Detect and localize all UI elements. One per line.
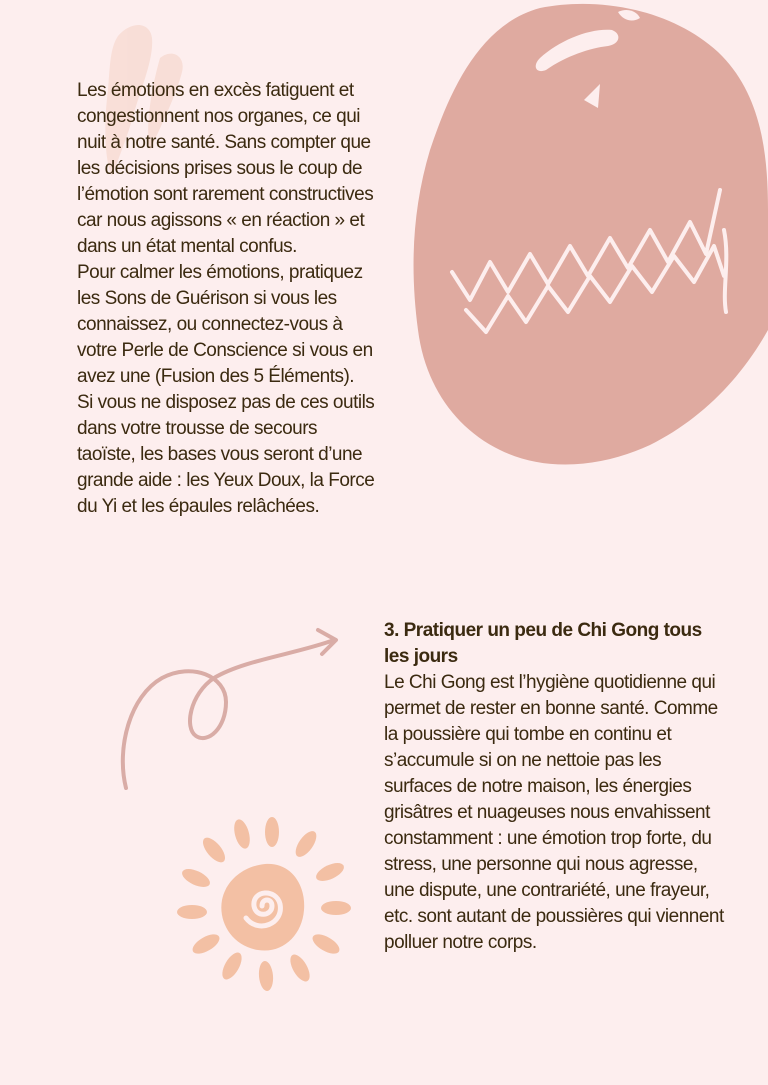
looping-arrow-decoration	[123, 630, 336, 788]
sun-icon	[177, 817, 351, 992]
blob-edge-mark	[724, 230, 726, 312]
blob-face-decoration	[414, 4, 768, 465]
right-text-column	[384, 618, 729, 956]
section-heading: 3. Pratiquer un peu de Chi Gong tous les jours	[384, 620, 702, 667]
paragraph-calm-emotions: Pour calmer les émotions, pratiquez les Sons de Guérison si vous les connaissez, ou connectez-vous à votre Perle de Conscience si vous en avez une (Fusion des 5 Éléments).	[77, 262, 373, 387]
left-text-column	[77, 78, 377, 520]
paragraph-chi-gong: Le Chi Gong est l’hygiène quotidienne qui permet de rester en bonne santé. Comme la poussière qui tombe en continu et s’accumule si on ne nettoie pas les surfaces de notre maison, les énergies grisâtres et nuageuses nous envahissent constamment : une émotion trop forte, du stress, une personne qui nous agresse, une dispute, une contrariété, une frayeur, etc. sont autant de poussières qui viennent polluer notre corps.	[384, 672, 724, 953]
blob-shape	[414, 4, 768, 465]
paragraph-emotions: Les émotions en excès fatiguent et congestionnent nos organes, ce qui nuit à notre santé. Sans compter que les décisions prises sous le coup de l’émotion sont rarement constructives car nous agissons « en réaction » et dans un état mental confus.	[77, 80, 374, 257]
paragraph-taoist-tools: Si vous ne disposez pas de ces outils dans votre trousse de secours taoïste, les bases vous seront d’une grande aide : les Yeux Doux, la Force du Yi et les épaules relâchées.	[77, 392, 375, 517]
